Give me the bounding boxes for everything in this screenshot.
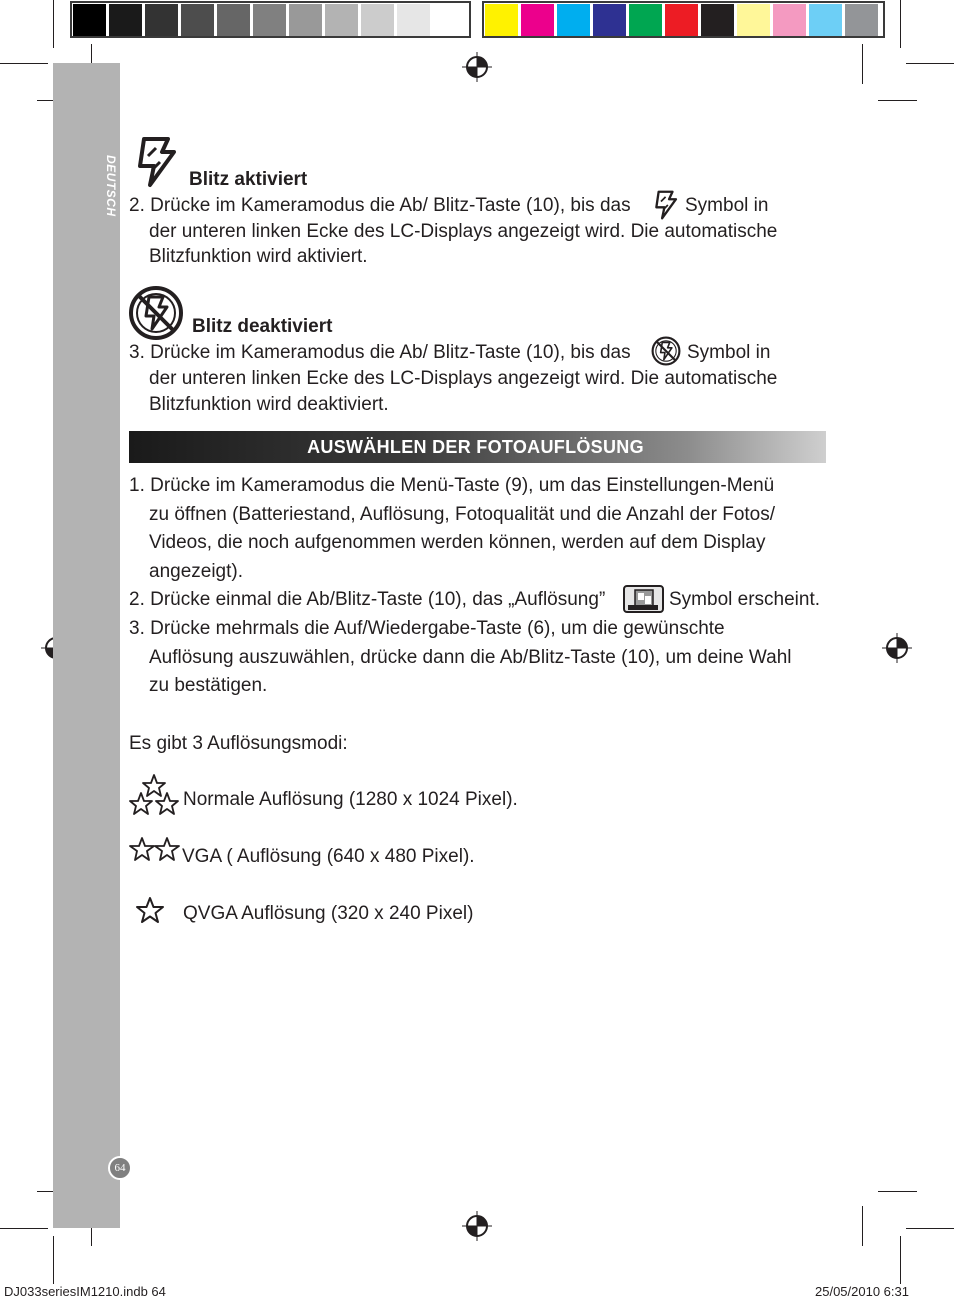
registration-mark-icon — [462, 52, 492, 82]
mode-vga-label: VGA ( Auflösung (640 x 480 Pixel). — [182, 846, 475, 867]
step3-line3: zu bestätigen. — [149, 675, 268, 696]
step1-line1: 1. Drücke im Kameramodus die Menü-Taste (9), um das Einstellungen-Menü — [129, 475, 775, 496]
color-swatch — [73, 4, 106, 36]
color-swatch — [109, 4, 142, 36]
registration-mark-icon — [462, 1211, 492, 1241]
step2-line1: 2. Drücke einmal die Ab/Blitz-Taste (10), das „Auflösung” — [129, 589, 606, 610]
color-swatch — [665, 4, 698, 36]
step3-line2: Auflösung auszuwählen, drücke dann die Ab/Blitz-Taste (10), um deine Wahl — [149, 647, 792, 668]
modes-intro: Es gibt 3 Auflösungsmodi: — [129, 733, 348, 754]
resolution-icon — [623, 585, 664, 613]
color-swatch — [361, 4, 394, 36]
color-swatch — [557, 4, 590, 36]
color-swatch — [629, 4, 662, 36]
color-swatch — [809, 4, 842, 36]
page-number: 64 — [108, 1156, 132, 1180]
flash-on-line3: Blitzfunktion wird aktiviert. — [149, 246, 368, 267]
step3-line1: 3. Drücke mehrmals die Auf/Wiedergabe-Taste (6), um die gewünschte — [129, 618, 725, 639]
flash-on-title: Blitz aktiviert — [189, 169, 308, 190]
flash-on-line2: der unteren linken Ecke des LC-Displays angezeigt wird. Die automatische — [149, 221, 778, 242]
color-swatch — [773, 4, 806, 36]
flash-off-line2: der unteren linken Ecke des LC-Displays angezeigt wird. Die automatische — [149, 368, 778, 389]
color-swatch — [325, 4, 358, 36]
color-swatch — [433, 4, 466, 36]
step2-line1-end: Symbol erscheint. — [669, 589, 821, 610]
color-swatch — [593, 4, 626, 36]
color-swatch — [145, 4, 178, 36]
mode-normal-label: Normale Auflösung (1280 x 1024 Pixel). — [183, 789, 518, 810]
flash-off-line3: Blitzfunktion wird deaktiviert. — [149, 394, 389, 415]
language-label: DEUTSCH — [104, 155, 118, 217]
flash-off-icon — [127, 285, 185, 341]
step1-line4: angezeigt). — [149, 561, 244, 582]
registration-mark-icon — [882, 633, 912, 663]
flash-on-line1-end: Symbol in — [685, 195, 769, 216]
flash-on-line1: 2. Drücke im Kameramodus die Ab/ Blitz-Taste (10), bis das — [129, 195, 631, 216]
section-heading-bar — [129, 431, 826, 463]
flash-off-icon — [650, 336, 682, 366]
color-swatch — [737, 4, 770, 36]
color-swatch — [701, 4, 734, 36]
step1-line2: zu öffnen (Batteriestand, Auflösung, Fotoqualität und die Anzahl der Fotos/ — [149, 504, 776, 525]
one-star-icon — [135, 896, 165, 924]
color-swatch — [289, 4, 322, 36]
flash-on-icon — [130, 136, 180, 188]
flash-off-line1-end: Symbol in — [687, 342, 771, 363]
footer-file: DJ033seriesIM1210.indb 64 — [4, 1284, 166, 1299]
three-stars-icon — [129, 773, 179, 815]
color-swatch — [253, 4, 286, 36]
color-swatch — [845, 4, 878, 36]
step1-line3: Videos, die noch aufgenommen werden können, werden auf dem Display — [149, 532, 766, 553]
color-swatch — [181, 4, 214, 36]
two-stars-icon — [129, 836, 181, 862]
footer-date: 25/05/2010 6:31 — [815, 1284, 909, 1299]
color-swatch — [521, 4, 554, 36]
flash-off-title: Blitz deaktiviert — [192, 316, 333, 337]
mode-qvga-label: QVGA Auflösung (320 x 240 Pixel) — [183, 903, 474, 924]
color-swatch — [485, 4, 518, 36]
section-heading: AUSWÄHLEN DER FOTOAUFLÖSUNG — [307, 437, 644, 457]
color-swatch — [397, 4, 430, 36]
flash-off-line1: 3. Drücke im Kameramodus die Ab/ Blitz-Taste (10), bis das — [129, 342, 631, 363]
flash-on-icon — [650, 190, 680, 220]
color-swatch — [217, 4, 250, 36]
